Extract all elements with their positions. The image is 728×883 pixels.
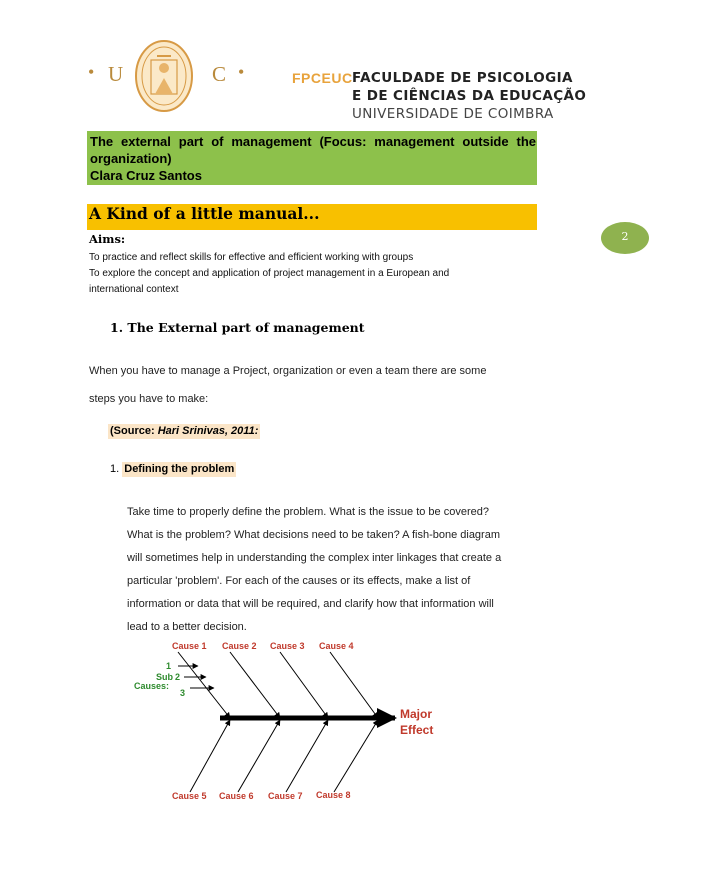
aims-heading: Aims: — [89, 232, 126, 246]
cause-label-6: Cause 6 — [219, 791, 254, 801]
effect-label-line2: Effect — [400, 723, 434, 737]
faculty-name-line1: FACULDADE DE PSICOLOGIA — [352, 70, 573, 86]
aim-line-3: international context — [89, 284, 179, 295]
faculty-name-line3: UNIVERSIDADE DE COIMBRA — [352, 106, 554, 122]
bone-cause-7 — [286, 720, 328, 792]
page-number-badge: 2 — [601, 222, 649, 254]
sub-number-3: 3 — [180, 688, 186, 698]
aim-line-2: To explore the concept and application of project management in a European and — [89, 268, 450, 279]
step-1-line-6: lead to a better decision. — [127, 621, 247, 633]
step-1-number: 1. — [110, 463, 120, 475]
uc-letter-u: U — [108, 62, 124, 86]
source-prefix: (Source: — [110, 425, 158, 437]
cause-label-1: Cause 1 — [172, 641, 207, 651]
header-bullet-right: • — [238, 62, 245, 82]
step-1-line-2: What is the problem? What decisions need to be taken? A fish-bone diagram — [127, 529, 500, 541]
intro-line-2: steps you have to make: — [89, 393, 209, 405]
step-1-line-3: will sometimes help in understanding the complex inter linkages that create a — [127, 552, 502, 564]
bone-cause-2 — [230, 652, 280, 718]
step-1-line-1: Take time to properly define the problem. What is the issue to be covered? — [127, 506, 489, 518]
bone-cause-8 — [334, 720, 378, 792]
cause-label-3: Cause 3 — [270, 641, 305, 651]
step-1-heading — [110, 463, 236, 475]
sub-label-1: Sub — [156, 672, 173, 682]
document-title: The external part of management (Focus: management outside the organization) — [90, 134, 536, 166]
fishbone-diagram — [120, 632, 450, 807]
document-author: Clara Cruz Santos — [90, 168, 202, 183]
bone-cause-4 — [330, 652, 378, 718]
source-author: Hari Srinivas, 2011: — [157, 425, 259, 437]
document-title-block — [90, 133, 536, 184]
bone-cause-3 — [280, 652, 328, 718]
uc-letter-c: C — [212, 62, 227, 86]
section-heading: 1. The External part of management — [110, 320, 365, 335]
step-1-line-4: particular 'problem'. For each of the causes or its effects, make a list of — [127, 575, 471, 587]
effect-label-line1: Major — [400, 707, 433, 721]
cause-label-8: Cause 8 — [316, 790, 351, 800]
cause-label-5: Cause 5 — [172, 791, 207, 801]
bone-cause-6 — [238, 720, 280, 792]
aim-line-1: To practice and reflect skills for effective and efficient working with groups — [89, 252, 414, 263]
cause-label-2: Cause 2 — [222, 641, 257, 651]
header-bullet-left: • — [88, 62, 95, 82]
bone-cause-1 — [178, 652, 230, 718]
faculty-name-line2: E DE CIÊNCIAS DA EDUCAÇÃO — [352, 88, 587, 104]
cause-label-7: Cause 7 — [268, 791, 303, 801]
university-seal-logo — [133, 38, 195, 114]
sub-label-2: Causes: — [134, 681, 170, 691]
sub-number-2: 2 — [175, 672, 181, 682]
step-1-label: Defining the problem — [124, 463, 235, 475]
source-citation — [108, 424, 260, 439]
intro-line-1: When you have to manage a Project, organization or even a team there are some — [89, 365, 487, 377]
fpceuc-logo-text: FPCEUC — [292, 70, 353, 86]
bone-cause-5 — [190, 720, 230, 792]
manual-heading: A Kind of a little manual... — [89, 204, 320, 223]
sub-number-1: 1 — [166, 661, 172, 671]
step-1-line-5: information or data that will be required, and clarify how that information will — [127, 598, 494, 610]
cause-label-4: Cause 4 — [319, 641, 354, 651]
